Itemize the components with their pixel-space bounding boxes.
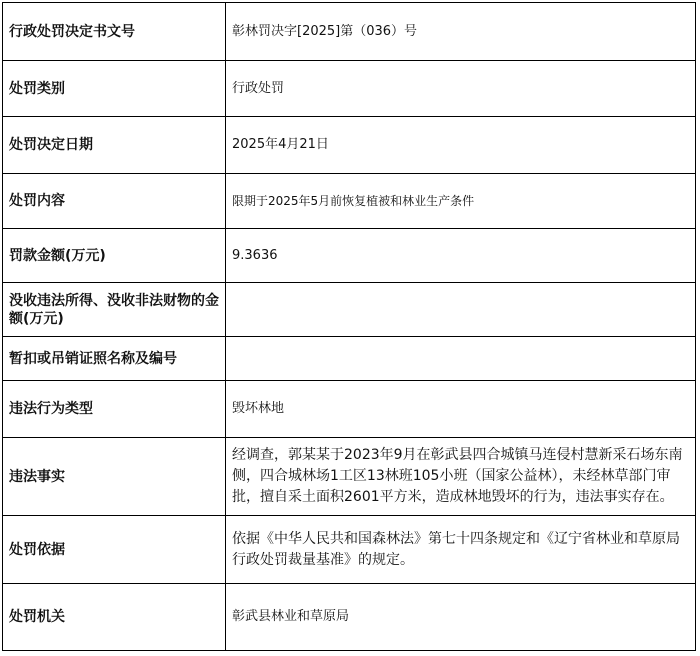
- row-label-violation-facts: 违法事实: [3, 438, 226, 516]
- penalty-info-table: [2, 2, 696, 651]
- table-row: [3, 283, 696, 337]
- row-value-penalty-authority: 彰武县林业和草原局: [226, 584, 696, 651]
- table-row: [3, 174, 696, 229]
- table-row: [3, 229, 696, 283]
- row-value-license-revocation: [226, 337, 696, 381]
- table-row: [3, 516, 696, 584]
- table-row: [3, 117, 696, 174]
- table-row: [3, 438, 696, 516]
- row-value-violation-type: 毁坏林地: [226, 381, 696, 438]
- row-label-confiscation-amount: 没收违法所得、没收非法财物的金额(万元): [3, 283, 226, 337]
- row-label-decision-number: 行政处罚决定书文号: [3, 3, 226, 61]
- table-row: [3, 3, 696, 61]
- row-value-penalty-content: 限期于2025年5月前恢复植被和林业生产条件: [226, 174, 696, 229]
- row-value-decision-number: 彰林罚决字[2025]第（036）号: [226, 3, 696, 61]
- row-value-violation-facts: 经调查，郭某某于2023年9月在彰武县四合城镇马连侵村慧新采石场东南侧，四合城林场1工区13林班105小班（国家公益林），未经林草部门审批，擅自采土面积2601平方米，造成林地毁坏的行为，违法事实存在。: [226, 438, 696, 516]
- row-label-violation-type: 违法行为类型: [3, 381, 226, 438]
- row-value-penalty-basis: 依据《中华人民共和国森林法》第七十四条规定和《辽宁省林业和草原局行政处罚裁量基准》的规定。: [226, 516, 696, 584]
- row-label-fine-amount: 罚款金额(万元): [3, 229, 226, 283]
- row-label-penalty-basis: 处罚依据: [3, 516, 226, 584]
- table-row: [3, 61, 696, 117]
- penalty-info-table-wrapper: [2, 2, 696, 651]
- row-label-penalty-content: 处罚内容: [3, 174, 226, 229]
- row-label-decision-date: 处罚决定日期: [3, 117, 226, 174]
- row-value-decision-date: 2025年4月21日: [226, 117, 696, 174]
- row-value-confiscation-amount: [226, 283, 696, 337]
- row-value-penalty-category: 行政处罚: [226, 61, 696, 117]
- row-value-fine-amount: 9.3636: [226, 229, 696, 283]
- table-row: [3, 337, 696, 381]
- row-label-license-revocation: 暂扣或吊销证照名称及编号: [3, 337, 226, 381]
- table-row: [3, 381, 696, 438]
- table-row: [3, 584, 696, 651]
- row-label-penalty-category: 处罚类别: [3, 61, 226, 117]
- row-label-penalty-authority: 处罚机关: [3, 584, 226, 651]
